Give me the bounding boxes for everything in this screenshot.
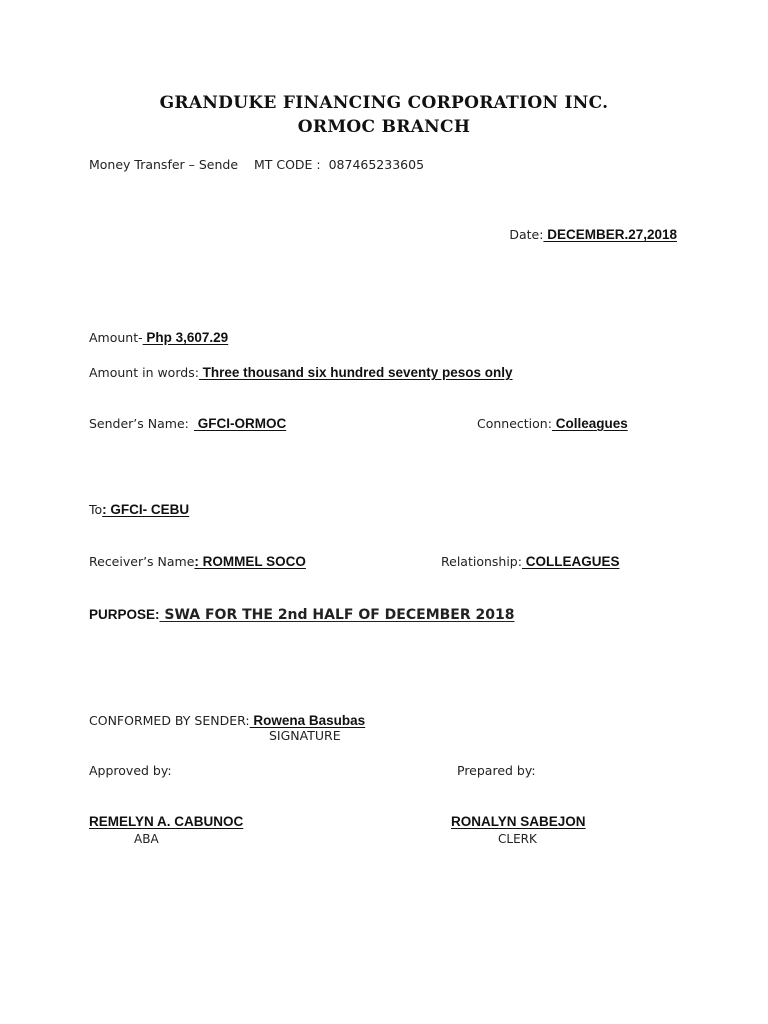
approver-name: REMELYN A. CABUNOC [89, 814, 244, 829]
date-label: Date: [509, 227, 544, 242]
relationship-value: COLLEAGUES [521, 554, 620, 569]
transfer-line [89, 157, 424, 172]
sender-value: GFCI-ORMOC [193, 416, 287, 431]
prepared-label: Prepared by: [457, 763, 536, 778]
purpose-line [89, 604, 514, 623]
to-label: To [89, 502, 103, 517]
amount-label: Amount- [89, 330, 143, 345]
purpose-label: PURPOSE: [89, 607, 160, 622]
receiver-label: Receiver’s Name [89, 554, 195, 569]
conformed-value: Rowena Basubas [249, 713, 366, 728]
to-line [89, 499, 189, 518]
connection-label: Connection: [477, 416, 552, 431]
transfer-type-label: Money Transfer – Sende [89, 157, 239, 172]
mt-code-label: MT CODE : [253, 157, 321, 172]
amount-words-value: Three thousand six hundred seventy pesos only [198, 365, 513, 380]
connection-line [477, 413, 628, 432]
relationship-label: Relationship: [441, 554, 522, 569]
preparer-role: CLERK [498, 832, 537, 846]
preparer-name: RONALYN SABEJON [451, 814, 586, 829]
approved-label: Approved by: [89, 763, 172, 778]
signature-label: SIGNATURE [269, 728, 341, 743]
date-value: DECEMBER.27,2018 [543, 227, 677, 242]
approver-role: ABA [134, 832, 159, 846]
relationship-line [441, 551, 619, 570]
mt-code-value: 087465233605 [328, 157, 425, 172]
amount-words-label: Amount in words: [89, 365, 199, 380]
branch-title: ORMOC BRANCH [297, 117, 471, 137]
receiver-value: : ROMMEL SOCO [194, 554, 306, 569]
to-value: : GFCI- CEBU [102, 502, 190, 517]
sender-label: Sender’s Name: [89, 416, 189, 431]
amount-line [89, 327, 228, 346]
date-line [509, 224, 677, 243]
conformed-label: CONFORMED BY SENDER: [89, 713, 250, 728]
company-title: GRANDUKE FINANCING CORPORATION INC. [159, 93, 609, 113]
purpose-value: SWA FOR THE 2nd HALF OF DECEMBER 2018 [159, 607, 515, 623]
connection-value: Colleagues [551, 416, 628, 431]
amount-value: Php 3,607.29 [142, 330, 229, 345]
sender-line [89, 413, 286, 432]
conformed-line [89, 710, 365, 729]
amount-words-line [89, 362, 513, 381]
receiver-line [89, 551, 306, 570]
